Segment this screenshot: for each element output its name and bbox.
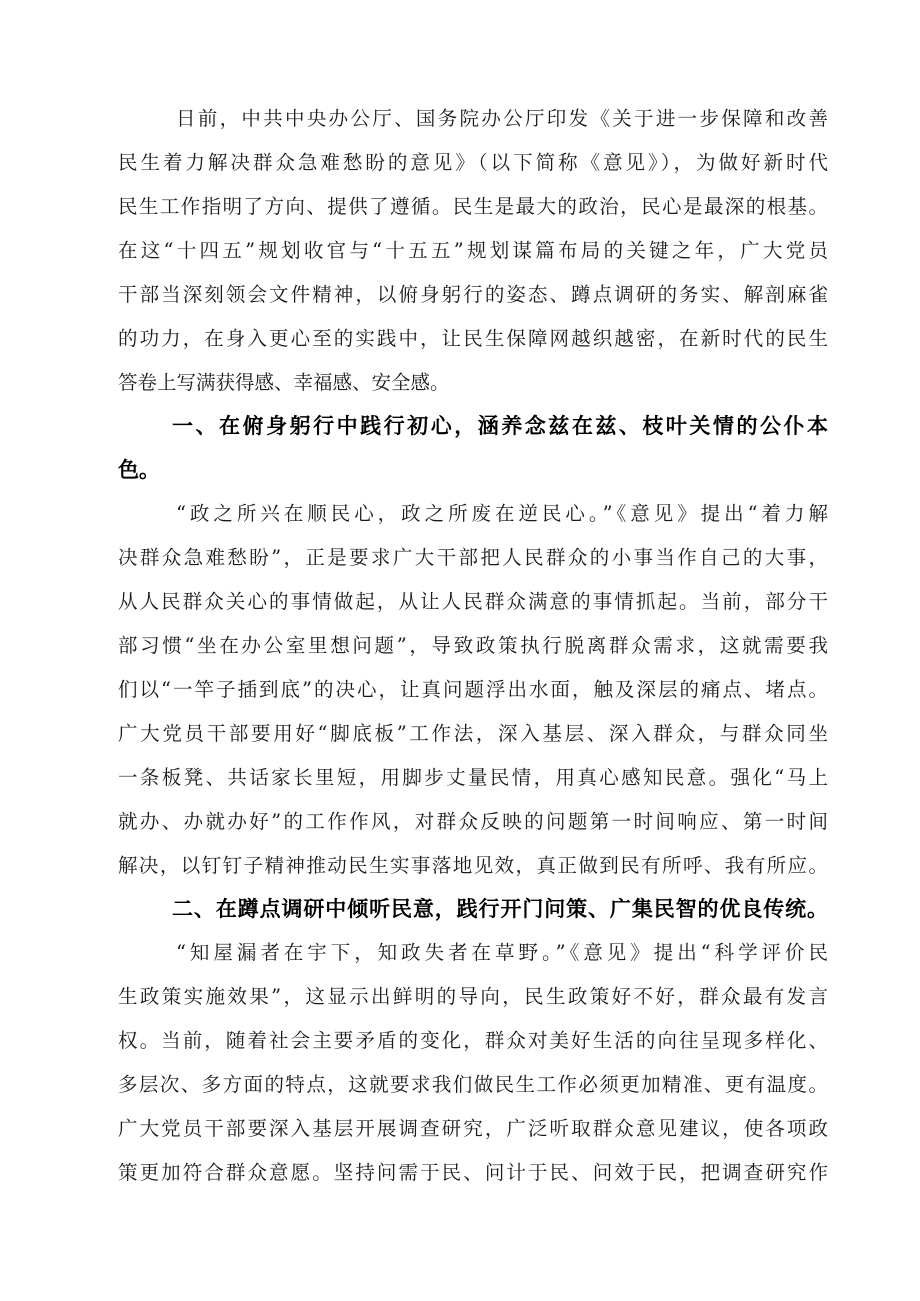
text-line: 多层次、多方面的特点，这就要求我们做民生工作必须更加精准、更有温度。 <box>118 1073 828 1096</box>
text-line: 生政策实施效果”，这显示出鲜明的导向，民生政策好不好，群众最有发言 <box>118 985 828 1008</box>
text-line: 民生着力解决群众急难愁盼的意见》（以下简称《意见》），为做好新时代 <box>118 151 828 174</box>
text-line: 们以“一竿子插到底”的决心，让真问题浮出水面，触及深层的痛点、堵点。 <box>118 678 828 701</box>
text-line: 广大党员干部要深入基层开展调查研究，广泛听取群众意见建议，使各项政 <box>118 1117 828 1140</box>
heading-line: 二、在蹲点调研中倾听民意，践行开门问策、广集民智的优良传统。 <box>172 897 828 921</box>
text-line: “知屋漏者在宇下，知政失者在草野。”《意见》提出“科学评价民 <box>176 941 828 964</box>
text-line: 在这“十四五”规划收官与“十五五”规划谋篇布局的关键之年，广大党员 <box>118 239 828 262</box>
text-line: 答卷上写满获得感、幸福感、安全感。 <box>118 371 450 394</box>
text-line: 干部当深刻领会文件精神，以俯身躬行的姿态、蹲点调研的务实、解剖麻雀 <box>118 283 828 306</box>
text-line: “政之所兴在顺民心，政之所废在逆民心。”《意见》提出“着力解 <box>176 502 828 525</box>
heading-line: 一、在俯身躬行中践行初心，涵养念兹在兹、枝叶关情的公仆本 <box>172 414 828 438</box>
text-line: 一条板凳、共话家长里短，用脚步丈量民情，用真心感知民意。强化“马上 <box>118 766 828 789</box>
text-line: 日前，中共中央办公厅、国务院办公厅印发《关于进一步保障和改善 <box>176 107 828 130</box>
heading-line: 色。 <box>118 458 160 482</box>
text-line: 从人民群众关心的事情做起，从让人民群众满意的事情抓起。当前，部分干 <box>118 590 828 613</box>
text-line: 民生工作指明了方向、提供了遵循。民生是最大的政治，民心是最深的根基。 <box>118 195 828 218</box>
text-line: 决群众急难愁盼”，正是要求广大干部把人民群众的小事当作自己的大事， <box>118 546 828 569</box>
text-line: 广大党员干部要用好“脚底板”工作法，深入基层、深入群众，与群众同坐 <box>118 722 828 745</box>
text-line: 权。当前，随着社会主要矛盾的变化，群众对美好生活的向往呈现多样化、 <box>118 1029 828 1052</box>
text-line: 解决，以钉钉子精神推动民生实事落地见效，真正做到民有所呼、我有所应。 <box>118 854 828 877</box>
text-line: 的功力，在身入更心至的实践中，让民生保障网越织越密，在新时代的民生 <box>118 327 828 350</box>
text-line: 策更加符合群众意愿。坚持问需于民、问计于民、问效于民，把调查研究作 <box>118 1161 828 1184</box>
text-line: 就办、办就办好”的工作作风，对群众反映的问题第一时间响应、第一时间 <box>118 810 828 833</box>
text-line: 部习惯“坐在办公室里想问题”，导致政策执行脱离群众需求，这就需要我 <box>118 634 828 657</box>
